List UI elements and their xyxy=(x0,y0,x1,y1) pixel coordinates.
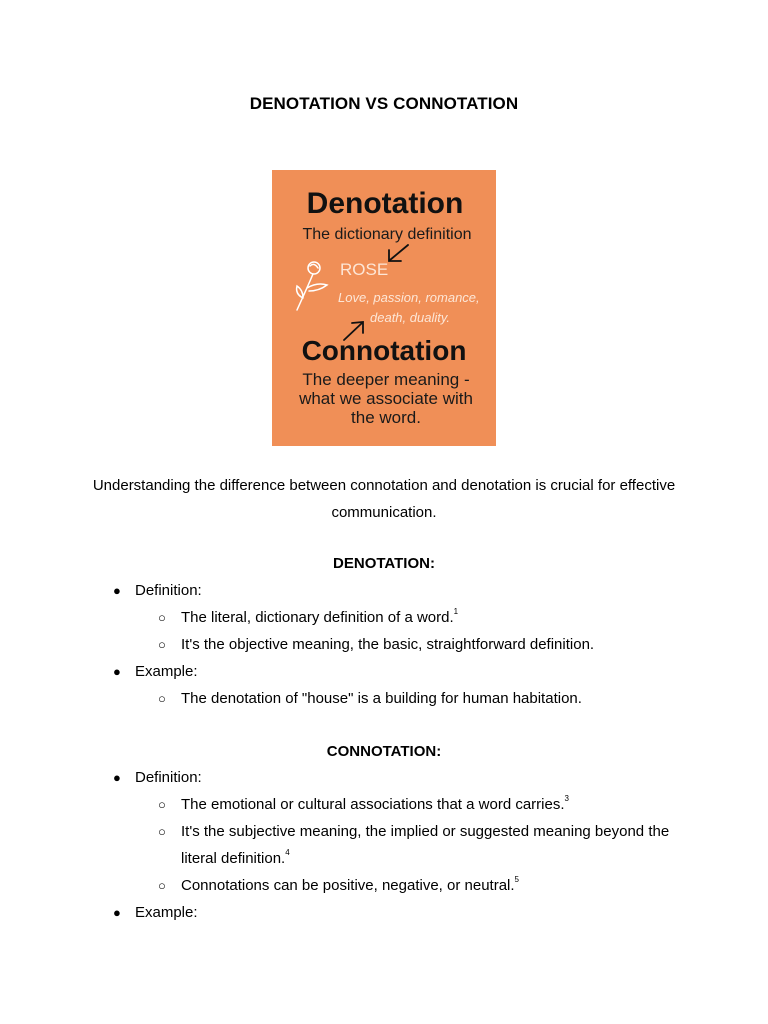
sub-bullet-marker: ○ xyxy=(158,637,166,652)
denotation-def-item-1-text: The literal, dictionary definition of a word. xyxy=(181,609,454,626)
poster-word: ROSE xyxy=(340,260,389,279)
sub-bullet-marker: ○ xyxy=(158,610,166,625)
sub-bullet-marker: ○ xyxy=(158,691,166,706)
poster-heading-denotation: Denotation xyxy=(306,187,464,220)
bullet-marker: ● xyxy=(113,770,121,785)
arrow-icon xyxy=(389,245,408,261)
denotation-definition-label: Definition: xyxy=(135,582,202,599)
document-title: DENOTATION VS CONNOTATION xyxy=(249,94,519,113)
intro-paragraph xyxy=(80,472,688,526)
connotation-def-item-3-text: Connotations can be positive, negative, or neutral. xyxy=(181,877,515,894)
connotation-heading: CONNOTATION: xyxy=(326,743,442,760)
denotation-connotation-poster xyxy=(272,170,496,446)
footnote-ref[interactable]: 4 xyxy=(285,848,290,857)
footnote-ref[interactable]: 1 xyxy=(453,607,459,616)
sub-bullet-marker: ○ xyxy=(158,824,166,839)
poster-associations-line1: Love, passion, romance, xyxy=(338,290,480,305)
connotation-def-item-2-line-2-text: literal definition. xyxy=(181,850,286,867)
denotation-def-item-1 xyxy=(181,604,458,631)
sub-bullet-marker: ○ xyxy=(158,878,166,893)
poster-subtitle-denotation: The dictionary definition xyxy=(302,226,472,243)
denotation-def-item-2: It's the objective meaning, the basic, straightforward definition. xyxy=(181,636,595,653)
connotation-definition-label: Definition: xyxy=(135,769,202,786)
denotation-heading: DENOTATION: xyxy=(333,555,435,572)
poster-heading-connotation: Connotation xyxy=(301,335,467,366)
connotation-def-item-1-text: The emotional or cultural associations that a word carries. xyxy=(181,796,565,813)
intro-line-1: Understanding the difference between connotation and denotation is crucial for effective xyxy=(92,477,676,494)
connotation-example-label: Example: xyxy=(135,904,198,921)
poster-subtitle-connotation-line1: The deeper meaning - xyxy=(302,370,470,389)
denotation-example-label: Example: xyxy=(135,663,198,680)
connotation-def-item-2-line-2 xyxy=(181,845,290,872)
connotation-def-item-3 xyxy=(181,872,519,899)
rose-icon xyxy=(297,262,327,310)
sub-bullet-marker: ○ xyxy=(158,797,166,812)
footnote-ref[interactable]: 5 xyxy=(514,875,519,884)
bullet-marker: ● xyxy=(113,583,121,598)
footnote-ref[interactable]: 3 xyxy=(564,794,569,803)
bullet-marker: ● xyxy=(113,905,121,920)
denotation-example-item-1: The denotation of "house" is a building for human habitation. xyxy=(181,690,582,707)
poster-subtitle-connotation-line2: what we associate with xyxy=(299,389,473,408)
bullet-marker: ● xyxy=(113,664,121,679)
poster-subtitle-connotation-line3: the word. xyxy=(351,408,421,427)
connotation-def-item-1 xyxy=(181,791,569,818)
intro-line-2: communication. xyxy=(331,504,437,521)
poster-associations-line2: death, duality. xyxy=(370,310,450,325)
connotation-def-item-2-line-1: It's the subjective meaning, the implied or suggested meaning beyond the xyxy=(181,823,670,840)
